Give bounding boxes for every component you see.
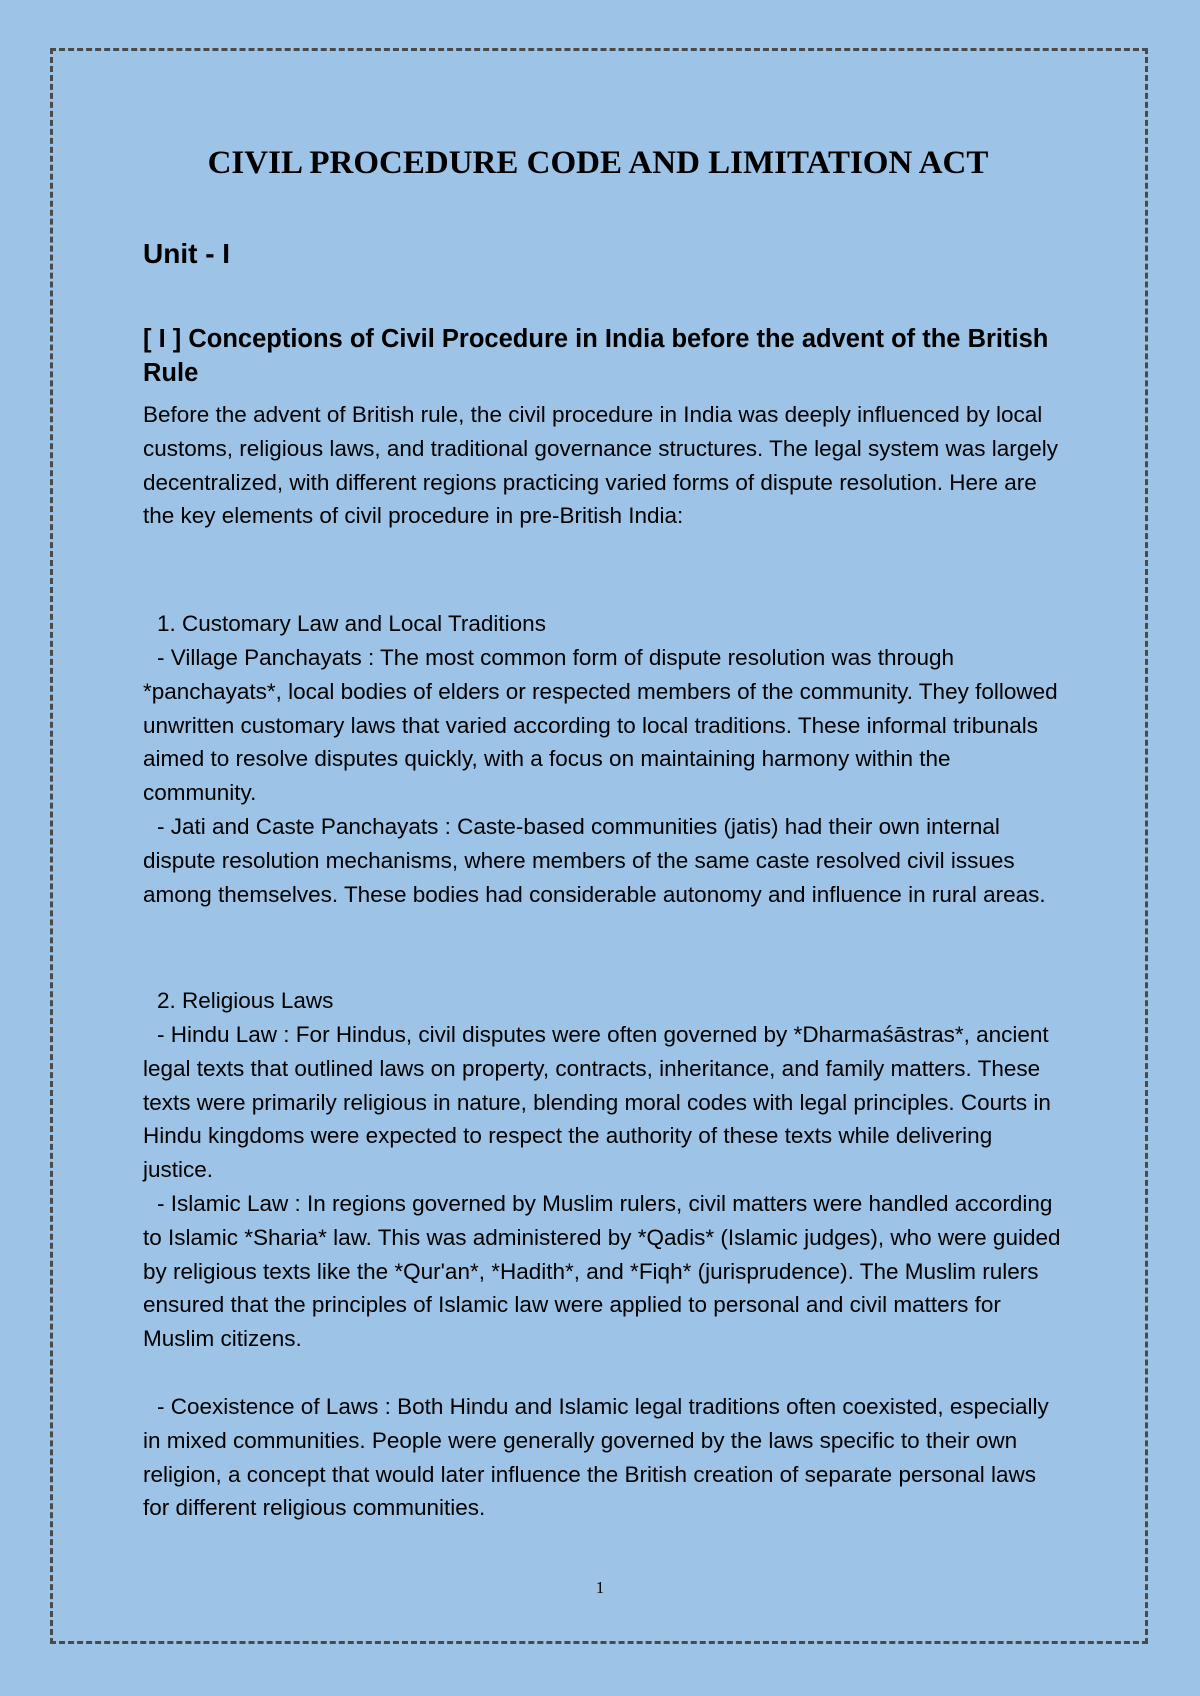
list-item-caste-panchayats: - Jati and Caste Panchayats : Caste-based communities (jatis) had their own internal dispute resolution mechanisms, where members of the same caste resolved civil issues among themselves. These bodies had considerable autonomy and influence in rural areas. bbox=[143, 814, 1046, 907]
list-item-islamic-law: - Islamic Law : In regions governed by Muslim rulers, civil matters were handled according to Islamic *Sharia* law. This was administered by *Qadis* (Islamic judges), who were guided by religious texts like the *Qur'an*, *Hadith*, and *Fiqh* (jurisprudence). The Muslim rulers ensured that the principles of Islamic law were applied to personal and civil matters for Muslim citizens. bbox=[143, 1191, 1061, 1352]
unit-heading: Unit - I bbox=[143, 238, 231, 269]
list-heading-customary-law: 1. Customary Law and Local Traditions bbox=[157, 611, 546, 636]
list-heading-religious-laws: 2. Religious Laws bbox=[157, 988, 334, 1013]
list-item-village-panchayats: - Village Panchayats : The most common form of dispute resolution was through *panchayats*, local bodies of elders or respected members of the community. They followed unwritten customary laws that varied according to local traditions. These informal tribunals aimed to resolve disputes quickly, with a focus on maintaining harmony within the community. bbox=[143, 645, 1058, 806]
list-item-hindu-law: - Hindu Law : For Hindus, civil disputes were often governed by *Dharmaśāstras*, ancient legal texts that outlined laws on property, contracts, inheritance, and family matters. These texts were primarily religious in nature, blending moral codes with legal principles. Courts in Hindu kingdoms were expected to respect the authority of these texts while delivering justice. bbox=[143, 1022, 1051, 1183]
list-item-coexistence: - Coexistence of Laws : Both Hindu and Islamic legal traditions often coexisted, especially in mixed communities. People were generally governed by the laws specific to their own religion, a concept that would later influence the British creation of separate personal laws for different religious communities. bbox=[143, 1394, 1049, 1521]
page-number: 1 bbox=[595, 1578, 605, 1597]
document-title: CIVIL PROCEDURE CODE AND LIMITATION ACT bbox=[207, 145, 989, 181]
intro-paragraph: Before the advent of British rule, the civil procedure in India was deeply influenced by local customs, religious laws, and traditional governance structures. The legal system was largely decentralized, with different regions practicing varied forms of dispute resolution. Here are the key elements of civil procedure in pre-British India: bbox=[143, 402, 1059, 529]
section-heading: [ I ] Conceptions of Civil Procedure in India before the advent of the British Rule bbox=[143, 325, 1049, 387]
